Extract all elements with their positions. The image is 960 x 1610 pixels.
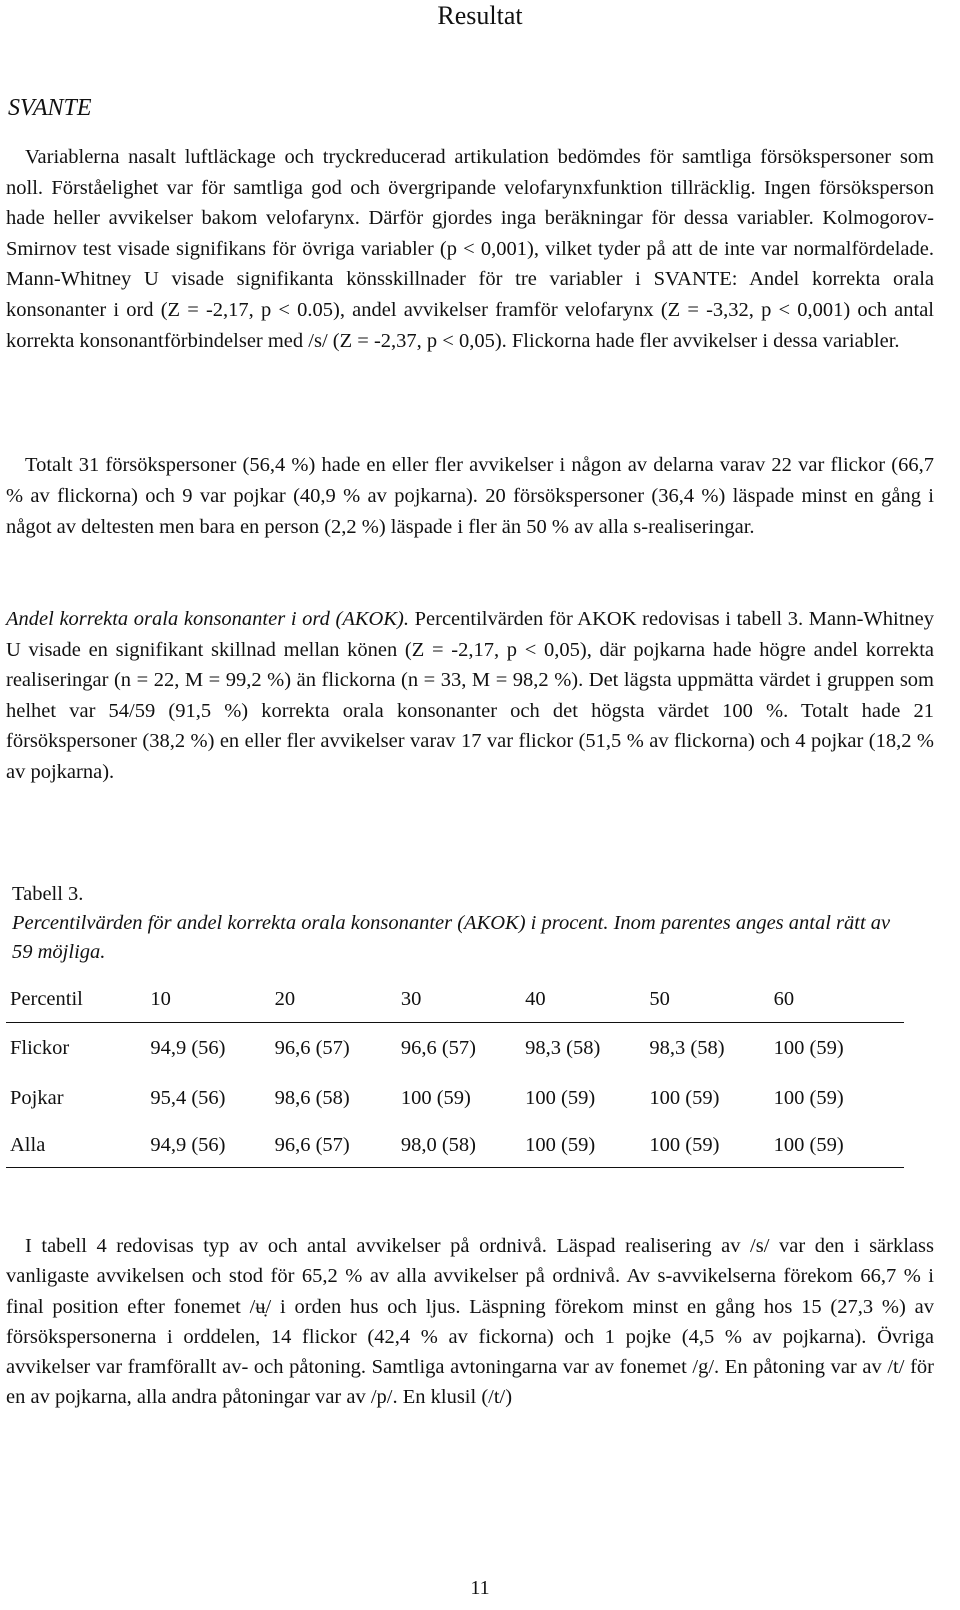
header-cell: 40 — [525, 988, 649, 1023]
table-cell: 94,9 (56) — [150, 1123, 274, 1168]
table-cell: 96,6 (57) — [274, 1036, 350, 1059]
header-cell: 50 — [649, 988, 773, 1023]
table-cell: 96,6 (57) — [400, 1036, 477, 1059]
header-cell: 30 — [401, 988, 525, 1023]
section-title: SVANTE — [8, 95, 92, 121]
table-cell: 96,6 (57) — [275, 1123, 401, 1168]
table-row — [6, 1023, 904, 1074]
table-cell: 100 (59) — [774, 1123, 904, 1168]
paragraph-1: Variablerna nasalt luftläckage och tryckreducerad artikulation bedömdes för samtliga försökspersoner som noll. Förståelighet var för samtliga god och övergripande velofarynxfunktion tillräcklig. Ingen försöksperson hade heller avvikelser bakom velofarynx. Därför gjordes inga beräkningar för dessa variabler. Kolmogorov-Smirnov test visade signifikans för övriga variabler (p < 0,001), vilket tyder på att de inte var normalfördelade. Mann-Whitney U visade signifikanta könsskillnader för tre variabler i SVANTE: Andel korrekta orala konsonanter i ord (Z = -2,17, p < 0.05), andel avvikelser framför velofarynx (Z = -3,32, p < 0,001) och antal korrekta konsonantförbindelser med /s/ (Z = -2,37, p < 0,05). Flickorna hade fler avvikelser i dessa variabler. — [6, 146, 934, 352]
table-cell: 100 (59) — [400, 1086, 471, 1109]
table-cell: 95,4 (56) — [150, 1086, 226, 1109]
table-cell: 100 (59) — [525, 1123, 649, 1168]
table-cell: 94,9 (56) — [150, 1036, 226, 1059]
page-number: 11 — [470, 1577, 490, 1599]
table-cell: Pojkar — [10, 1086, 64, 1109]
table-cell: 100 (59) — [525, 1086, 596, 1109]
paragraph-4: I tabell 4 redovisas typ av och antal avvikelser på ordnivå. Läspad realisering av /s/ var den i särklass vanligaste avvikelsen och stod för 65,2 % av alla avvikelser på ordnivå. Av s-avvikelserna förekom 66,7 % i final position efter fonemet /ʉ̣/ i orden hus och ljus. Läspning förekom minst en gång hos 15 (27,3 %) av försökspersonerna i orddelen, 14 flickor (42,4 % av fickorna) och 1 pojke (4,5 % av pojkarna). Övriga avvikelser var framförallt av- och påtoning. Samtliga avtoningarna var av fonemet /g/. En påtoning var av /t/ för en av pojkarna, alla andra påtoningar var av /p/. En klusil (/t/) — [6, 1235, 934, 1409]
table-header-row — [6, 988, 904, 1023]
table-cell: 100 (59) — [649, 1086, 720, 1109]
table-cell: 100 (59) — [649, 1123, 773, 1168]
page-heading: Resultat — [437, 1, 523, 30]
paragraph-3 — [6, 604, 934, 788]
table-cell: 98,0 (58) — [401, 1123, 525, 1168]
header-cell: 20 — [275, 988, 401, 1023]
percentile-table — [6, 988, 904, 1168]
table-cell: 98,6 (58) — [274, 1086, 350, 1109]
paragraph-2: Totalt 31 försökspersoner (56,4 %) hade en eller fler avvikelser i någon av delarna varav 22 var flickor (66,7 % av flickorna) och 9 var pojkar (40,9 % av pojkarna). 20 försökspersoner (36,4 %) läspade minst en gång i något av deltesten men bara en person (2,2 %) läspade i fler än 50 % av alla s-realiseringar. — [6, 454, 934, 538]
header-cell: 60 — [774, 988, 904, 1023]
table-cell: Flickor — [10, 1036, 70, 1059]
table-cell: 98,3 (58) — [649, 1036, 725, 1059]
table-label: Tabell 3. — [12, 883, 84, 905]
table-caption: Percentilvärden för andel korrekta orala konsonanter (AKOK) i procent. Inom parentes anges antal rätt av 59 möjliga. — [12, 912, 891, 963]
table-cell: 98,3 (58) — [525, 1036, 601, 1059]
paragraph-3-lead: Andel korrekta orala konsonanter i ord (AKOK). — [6, 608, 409, 630]
header-cell: 10 — [150, 988, 274, 1023]
table-cell: 100 (59) — [773, 1086, 844, 1109]
table-cell: Alla — [6, 1123, 150, 1168]
table-row — [6, 1073, 904, 1123]
header-cell: Percentil — [6, 988, 150, 1023]
table-row — [6, 1123, 904, 1168]
table-cell: 100 (59) — [773, 1036, 844, 1059]
paragraph-3-body: Percentilvärden för AKOK redovisas i tabell 3. Mann-Whitney U visade en signifikant skillnad mellan könen (Z = -2,17, p < 0,05), där pojkarna hade högre andel korrekta realiseringar (n = 22, M = 99,2 %) än flickorna (n = 33, M = 98,2 %). Det lägsta uppmätta värdet i gruppen som helhet var 54/59 (91,5 %) korrekta orala konsonanter och det högsta värdet 100 %. Totalt hade 21 försökspersoner (38,2 %) en eller fler avvikelser varav 17 var flickor (51,5 % av flickorna) och 4 pojkar (18,2 % av pojkarna). — [6, 608, 934, 783]
